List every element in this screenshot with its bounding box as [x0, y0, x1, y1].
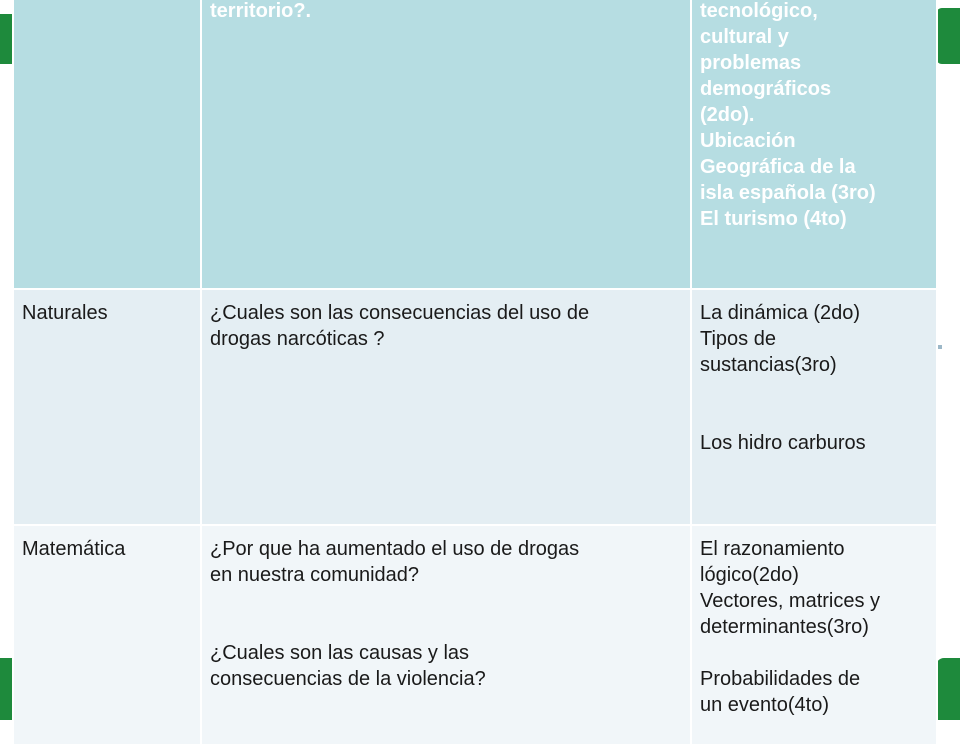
- slide-decoration-right-top: [936, 8, 960, 64]
- content-line: La dinámica (2do): [700, 302, 861, 324]
- content-line: lógico(2do): [700, 564, 799, 586]
- question-line: drogas narcóticas ?: [210, 328, 385, 350]
- content-line: isla española (3ro): [700, 182, 876, 204]
- question-line: ¿Cuales son las consecuencias del uso de: [210, 302, 590, 324]
- content-line: Ubicación: [700, 130, 796, 152]
- question-line: ¿Cuales son las causas y las: [210, 642, 470, 664]
- content-line: tecnológico,: [700, 0, 818, 22]
- content-line: Tipos de: [700, 328, 776, 350]
- subject-label: Naturales: [22, 302, 108, 324]
- question-line: en nuestra comunidad?: [210, 564, 420, 586]
- table-row-naturales: [13, 289, 937, 525]
- content-cell: [691, 0, 937, 289]
- content-line: determinantes(3ro): [700, 616, 869, 638]
- content-line: Vectores, matrices y: [700, 590, 881, 612]
- question-cell: [201, 289, 691, 525]
- content-line: Geográfica de la: [700, 156, 856, 178]
- content-line: Los hidro carburos: [700, 432, 866, 454]
- slide-decoration-right-bottom: [936, 658, 960, 720]
- content-line: cultural y: [700, 26, 789, 48]
- curriculum-table: [12, 0, 938, 746]
- table-row-social: [13, 0, 937, 289]
- content-line: problemas: [700, 52, 802, 74]
- question-line: consecuencias de la violencia?: [210, 668, 486, 690]
- subject-label: Matemática: [22, 538, 126, 560]
- subject-cell: [13, 525, 201, 745]
- content-line: demográficos: [700, 78, 832, 100]
- content-line: El razonamiento: [700, 538, 845, 560]
- subject-cell: [13, 289, 201, 525]
- content-cell: [691, 289, 937, 525]
- question-cell: [201, 525, 691, 745]
- content-cell: [691, 525, 937, 745]
- content-line: sustancias(3ro): [700, 354, 837, 376]
- table-row-matematica: [13, 525, 937, 745]
- subject-cell: [13, 0, 201, 289]
- content-line: un evento(4to): [700, 694, 829, 716]
- question-line: territorio?.: [210, 0, 312, 22]
- question-cell: [201, 0, 691, 289]
- content-line: Probabilidades de: [700, 668, 861, 690]
- content-line: (2do).: [700, 104, 755, 126]
- question-line: ¿Por que ha aumentado el uso de drogas: [210, 538, 580, 560]
- content-line: El turismo (4to): [700, 208, 847, 230]
